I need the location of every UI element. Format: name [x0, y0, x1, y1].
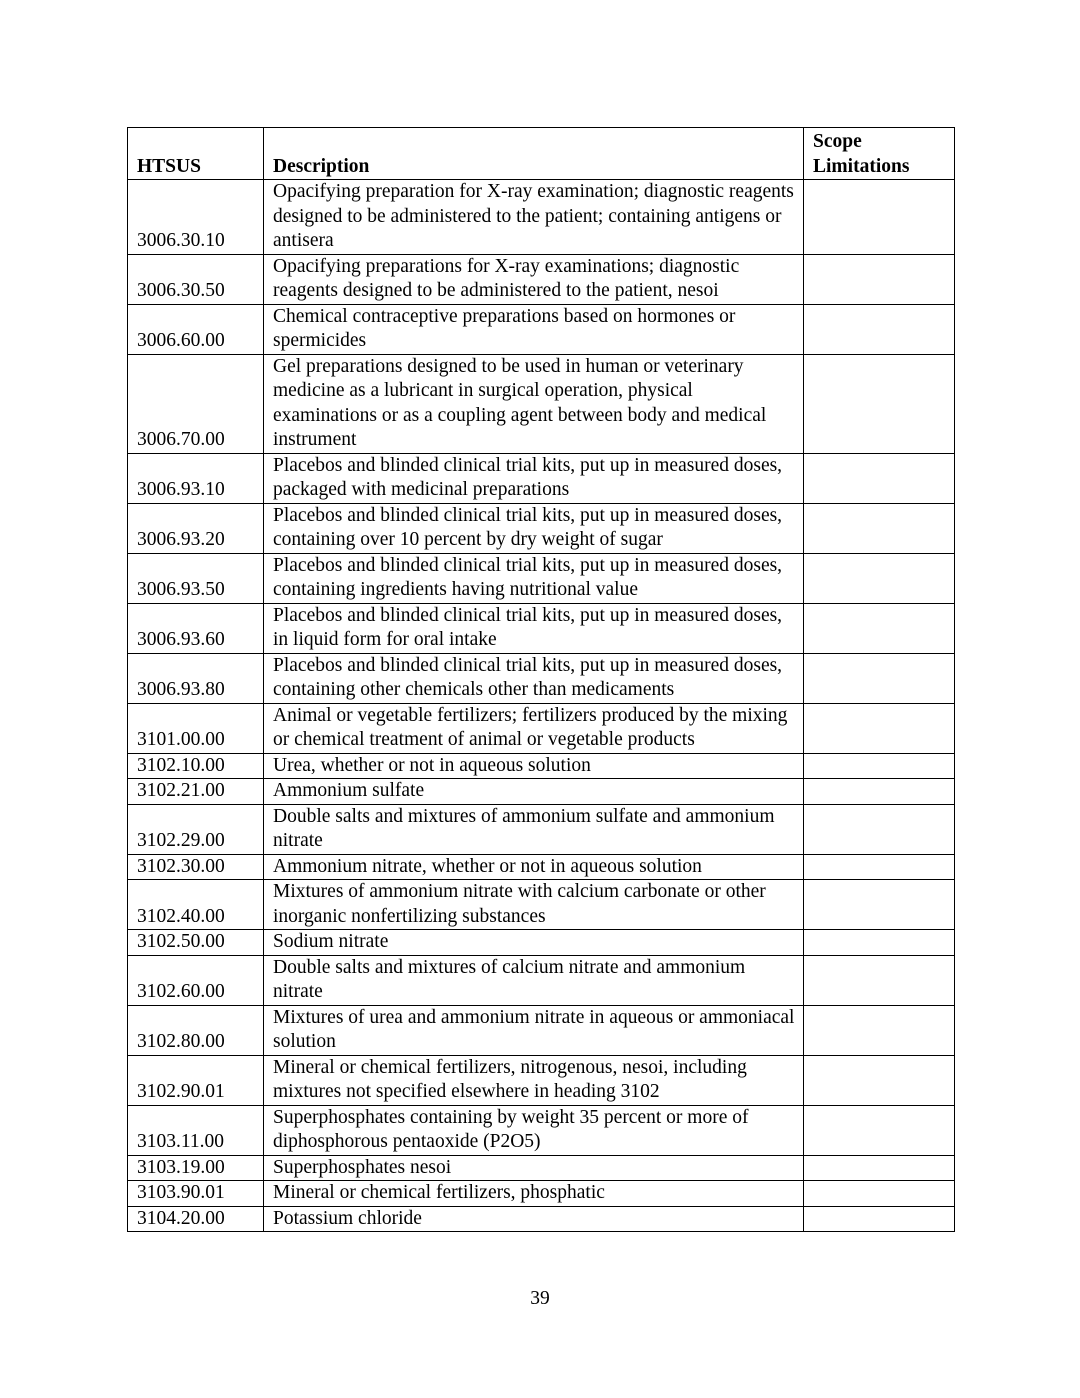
htsus-code-cell: 3006.30.10 — [128, 180, 264, 255]
page-number: 39 — [530, 1288, 550, 1309]
scope-limitations-cell — [804, 1181, 955, 1207]
table-row — [128, 354, 955, 453]
description-cell: Placebos and blinded clinical trial kits, put up in measured doses, in liquid form for oral intake — [264, 603, 804, 653]
table-row — [128, 1005, 955, 1055]
header-scope-limitations: Scope Limitations — [804, 128, 955, 180]
scope-limitations-cell — [804, 703, 955, 753]
table-row — [128, 1155, 955, 1181]
scope-limitations-cell — [804, 354, 955, 453]
table-row — [128, 854, 955, 880]
scope-limitations-cell — [804, 955, 955, 1005]
scope-limitations-cell — [804, 453, 955, 503]
scope-limitations-cell — [804, 779, 955, 805]
table-row — [128, 1105, 955, 1155]
htsus-code-cell: 3102.21.00 — [128, 779, 264, 805]
table-row — [128, 1055, 955, 1105]
header-description: Description — [264, 128, 804, 180]
table-row — [128, 804, 955, 854]
description-cell: Opacifying preparation for X-ray examination; diagnostic reagents designed to be administered to the patient; containing antigens or antisera — [264, 180, 804, 255]
table-row — [128, 180, 955, 255]
htsus-code-cell: 3102.30.00 — [128, 854, 264, 880]
htsus-code-cell: 3102.40.00 — [128, 880, 264, 930]
htsus-code-cell: 3006.93.10 — [128, 453, 264, 503]
description-cell: Urea, whether or not in aqueous solution — [264, 753, 804, 779]
description-cell: Animal or vegetable fertilizers; fertilizers produced by the mixing or chemical treatment of animal or vegetable products — [264, 703, 804, 753]
htsus-code-cell: 3006.70.00 — [128, 354, 264, 453]
htsus-code-cell: 3102.10.00 — [128, 753, 264, 779]
htsus-code-cell: 3006.93.20 — [128, 503, 264, 553]
htsus-code-cell: 3102.80.00 — [128, 1005, 264, 1055]
scope-limitations-cell — [804, 1155, 955, 1181]
scope-limitations-cell — [804, 653, 955, 703]
table-row — [128, 503, 955, 553]
description-cell: Double salts and mixtures of calcium nitrate and ammonium nitrate — [264, 955, 804, 1005]
htsus-code-cell: 3006.93.50 — [128, 553, 264, 603]
scope-limitations-cell — [804, 930, 955, 956]
table-header-row — [128, 128, 955, 180]
htsus-code-cell: 3102.60.00 — [128, 955, 264, 1005]
description-cell: Placebos and blinded clinical trial kits, put up in measured doses, packaged with medicinal preparations — [264, 453, 804, 503]
htsus-code-cell: 3006.93.60 — [128, 603, 264, 653]
htsus-code-cell: 3103.90.01 — [128, 1181, 264, 1207]
htsus-code-cell: 3006.30.50 — [128, 254, 264, 304]
description-cell: Ammonium nitrate, whether or not in aqueous solution — [264, 854, 804, 880]
description-cell: Mineral or chemical fertilizers, phosphatic — [264, 1181, 804, 1207]
table-row — [128, 603, 955, 653]
table-row — [128, 753, 955, 779]
htsus-code-cell: 3006.93.80 — [128, 653, 264, 703]
scope-limitations-cell — [804, 503, 955, 553]
table-row — [128, 254, 955, 304]
htsus-code-cell: 3104.20.00 — [128, 1206, 264, 1232]
table-row — [128, 779, 955, 805]
description-cell: Gel preparations designed to be used in human or veterinary medicine as a lubricant in surgical operation, physical examinations or as a coupling agent between body and medical instrument — [264, 354, 804, 453]
scope-limitations-cell — [804, 180, 955, 255]
scope-limitations-cell — [804, 804, 955, 854]
table-row — [128, 553, 955, 603]
table-row — [128, 304, 955, 354]
htsus-code-cell: 3101.00.00 — [128, 703, 264, 753]
htsus-table — [127, 127, 955, 1232]
table-row — [128, 703, 955, 753]
description-cell: Opacifying preparations for X-ray examinations; diagnostic reagents designed to be administered to the patient, nesoi — [264, 254, 804, 304]
table-body — [128, 180, 955, 1232]
table-row — [128, 955, 955, 1005]
description-cell: Chemical contraceptive preparations based on hormones or spermicides — [264, 304, 804, 354]
description-cell: Mixtures of ammonium nitrate with calcium carbonate or other inorganic nonfertilizing substances — [264, 880, 804, 930]
table-row — [128, 653, 955, 703]
htsus-code-cell: 3006.60.00 — [128, 304, 264, 354]
htsus-code-cell: 3102.29.00 — [128, 804, 264, 854]
description-cell: Mixtures of urea and ammonium nitrate in aqueous or ammoniacal solution — [264, 1005, 804, 1055]
scope-limitations-cell — [804, 304, 955, 354]
scope-limitations-cell — [804, 553, 955, 603]
description-cell: Sodium nitrate — [264, 930, 804, 956]
table-row — [128, 1206, 955, 1232]
description-cell: Mineral or chemical fertilizers, nitrogenous, nesoi, including mixtures not specified elsewhere in heading 3102 — [264, 1055, 804, 1105]
description-cell: Placebos and blinded clinical trial kits, put up in measured doses, containing other chemicals other than medicaments — [264, 653, 804, 703]
description-cell: Double salts and mixtures of ammonium sulfate and ammonium nitrate — [264, 804, 804, 854]
description-cell: Placebos and blinded clinical trial kits, put up in measured doses, containing ingredients having nutritional value — [264, 553, 804, 603]
scope-limitations-cell — [804, 1105, 955, 1155]
htsus-code-cell: 3103.11.00 — [128, 1105, 264, 1155]
htsus-code-cell: 3103.19.00 — [128, 1155, 264, 1181]
scope-limitations-cell — [804, 880, 955, 930]
header-htsus: HTSUS — [128, 128, 264, 180]
scope-limitations-cell — [804, 254, 955, 304]
table-row — [128, 930, 955, 956]
scope-limitations-cell — [804, 854, 955, 880]
description-cell: Ammonium sulfate — [264, 779, 804, 805]
description-cell: Potassium chloride — [264, 1206, 804, 1232]
scope-limitations-cell — [804, 1005, 955, 1055]
description-cell: Superphosphates containing by weight 35 percent or more of diphosphorous pentaoxide (P2O5) — [264, 1105, 804, 1155]
description-cell: Superphosphates nesoi — [264, 1155, 804, 1181]
scope-limitations-cell — [804, 1055, 955, 1105]
scope-limitations-cell — [804, 603, 955, 653]
table-row — [128, 880, 955, 930]
scope-limitations-cell — [804, 753, 955, 779]
table-row — [128, 1181, 955, 1207]
scope-limitations-cell — [804, 1206, 955, 1232]
table-row — [128, 453, 955, 503]
htsus-code-cell: 3102.90.01 — [128, 1055, 264, 1105]
htsus-code-cell: 3102.50.00 — [128, 930, 264, 956]
description-cell: Placebos and blinded clinical trial kits, put up in measured doses, containing over 10 percent by dry weight of sugar — [264, 503, 804, 553]
